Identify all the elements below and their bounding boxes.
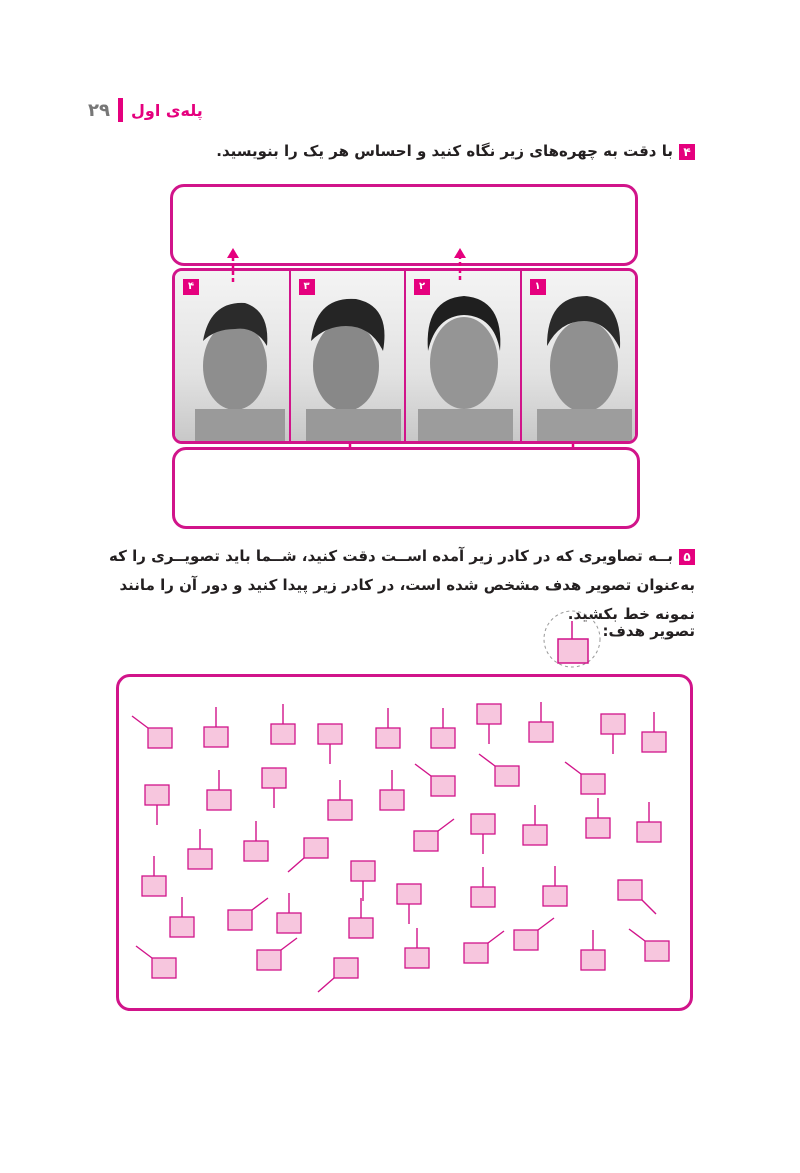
puzzle-shape[interactable] (471, 814, 495, 854)
puzzle-shape[interactable] (523, 805, 547, 845)
page-number: ۲۹ (88, 99, 110, 121)
question-number-badge: ۵ (679, 549, 695, 565)
chapter-title: پله‌ی اول (130, 100, 203, 120)
target-label: تصویر هدف: (602, 622, 695, 640)
puzzle-shape[interactable] (351, 861, 375, 901)
puzzle-shape[interactable] (271, 704, 295, 744)
puzzle-shape[interactable] (514, 918, 554, 950)
photo-label: ۳ (299, 279, 315, 295)
puzzle-shape[interactable] (601, 714, 625, 754)
puzzle-shape[interactable] (565, 762, 605, 794)
puzzle-shape[interactable] (204, 707, 228, 747)
puzzle-shape[interactable] (142, 856, 166, 896)
puzzle-shape[interactable] (529, 702, 553, 742)
puzzle-shape[interactable] (136, 946, 176, 978)
puzzle-shape[interactable] (262, 768, 286, 808)
puzzle-shape[interactable] (431, 708, 455, 748)
puzzle-shape[interactable] (170, 897, 194, 937)
puzzle-shape[interactable] (586, 798, 610, 838)
puzzle-shape[interactable] (397, 884, 421, 924)
puzzle-shape[interactable] (228, 898, 268, 930)
puzzle-shape[interactable] (581, 930, 605, 970)
puzzle-shape[interactable] (244, 821, 268, 861)
puzzle-shape[interactable] (629, 929, 669, 961)
puzzle-shape[interactable] (257, 938, 297, 970)
puzzle-shape[interactable] (288, 838, 328, 872)
puzzle-shape[interactable] (207, 770, 231, 810)
puzzle-shape[interactable] (132, 716, 172, 748)
puzzle-shape[interactable] (380, 770, 404, 810)
question-text: بــه تصاویری که در کادر زیر آمده اســت دقت کنید، شــما باید تصویــری را که به‌عنوان تصویر هدف مشخص شده است، در کادر زیر پیدا کنید و دور آن را مانند نمونه خط بکشید. (109, 547, 695, 623)
puzzle-shape[interactable] (145, 785, 169, 825)
puzzle-shape[interactable] (471, 867, 495, 907)
puzzle-shape[interactable] (479, 754, 519, 786)
puzzle-shape[interactable] (328, 780, 352, 820)
puzzle-shape[interactable] (642, 712, 666, 752)
puzzle-shape[interactable] (618, 880, 656, 914)
photo-label: ۲ (414, 279, 430, 295)
puzzle-shape[interactable] (318, 958, 358, 992)
puzzle-shape[interactable] (405, 928, 429, 968)
photo-label: ۱ (530, 279, 546, 295)
puzzle-shape[interactable] (376, 708, 400, 748)
puzzle-shape[interactable] (277, 893, 301, 933)
puzzle-shape[interactable] (318, 724, 342, 764)
puzzle-shape[interactable] (477, 704, 501, 744)
question-text: با دقت به چهره‌های زیر نگاه کنید و احساس هر یک را بنویسید. (216, 142, 673, 160)
puzzle-shape[interactable] (414, 819, 454, 851)
puzzle-shape[interactable] (543, 866, 567, 906)
question-number-badge: ۴ (679, 144, 695, 160)
puzzle-shape[interactable] (349, 898, 373, 938)
puzzle-shape[interactable] (637, 802, 661, 842)
puzzle-shape[interactable] (415, 764, 455, 796)
photo-label: ۴ (183, 279, 199, 295)
puzzle-shape[interactable] (188, 829, 212, 869)
puzzle-shape[interactable] (464, 931, 504, 963)
